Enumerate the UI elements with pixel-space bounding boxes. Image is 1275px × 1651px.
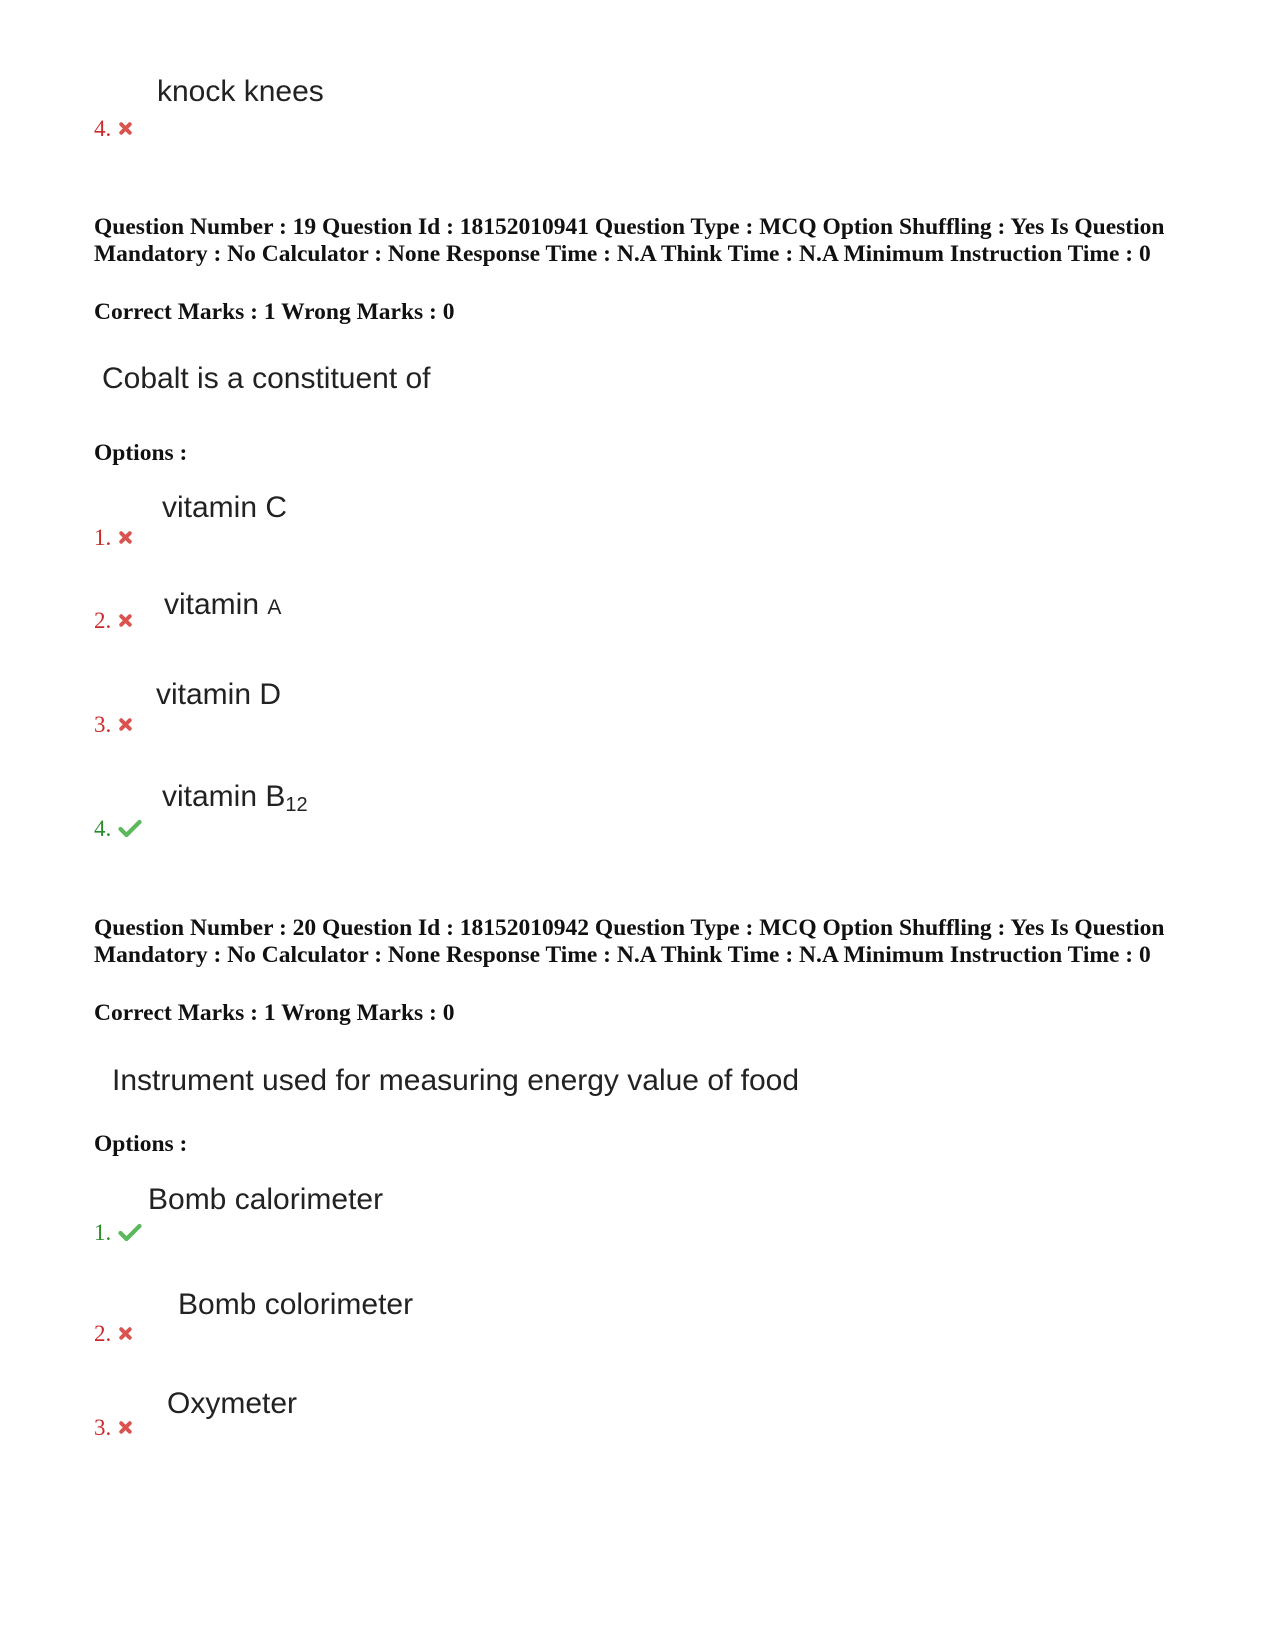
question-marks: Correct Marks : 1 Wrong Marks : 0 — [94, 299, 455, 325]
option-text: Oxymeter — [167, 1387, 298, 1420]
option-text-main: vitamin — [164, 588, 260, 621]
check-icon — [118, 819, 142, 838]
option-number — [94, 713, 133, 736]
option-number — [94, 817, 142, 840]
cross-icon — [118, 530, 133, 545]
option-number-label: 4. — [94, 116, 112, 141]
option-text — [162, 780, 308, 816]
option-number — [94, 117, 133, 140]
option-text — [164, 590, 281, 620]
option-number — [94, 1221, 142, 1244]
question-stem: Instrument used for measuring energy value of food — [112, 1064, 800, 1097]
cross-icon — [118, 121, 133, 136]
options-label: Options : — [94, 440, 188, 466]
cross-icon — [118, 613, 133, 628]
option-text: Bomb calorimeter — [148, 1183, 384, 1216]
option-text: Bomb colorimeter — [178, 1288, 414, 1321]
option-text-suffix: A — [267, 596, 282, 619]
question-meta: Question Number : 19 Question Id : 18152010941 Question Type : MCQ Option Shuffling : Yes Is Question Mandatory : No Calculator : None Response Time : N.A Think Time : N.A Minimum Instruction Time : 0 — [94, 214, 1165, 267]
option-text: knock knees — [157, 75, 324, 108]
option-number — [94, 609, 133, 632]
option-number-label: 3. — [94, 712, 112, 737]
check-icon — [118, 1223, 142, 1242]
cross-icon — [118, 1420, 133, 1435]
option-number-label: 1. — [94, 1220, 112, 1245]
option-number-label: 4. — [94, 816, 112, 841]
option-text-subscript: 12 — [285, 794, 308, 816]
cross-icon — [118, 717, 133, 732]
option-number — [94, 1322, 133, 1345]
option-text: vitamin D — [156, 678, 282, 711]
option-number-label: 2. — [94, 1321, 112, 1346]
option-number-label: 2. — [94, 608, 112, 633]
option-number-label: 1. — [94, 525, 112, 550]
question-marks: Correct Marks : 1 Wrong Marks : 0 — [94, 1000, 455, 1026]
cross-icon — [118, 1326, 133, 1341]
option-text: vitamin C — [162, 491, 288, 524]
option-number-label: 3. — [94, 1415, 112, 1440]
question-meta: Question Number : 20 Question Id : 18152010942 Question Type : MCQ Option Shuffling : Yes Is Question Mandatory : No Calculator : None Response Time : N.A Think Time : N.A Minimum Instruction Time : 0 — [94, 915, 1165, 968]
question-stem: Cobalt is a constituent of — [102, 362, 431, 395]
option-number — [94, 526, 133, 549]
option-number — [94, 1416, 133, 1439]
option-text-main: vitamin B — [162, 780, 286, 813]
options-label: Options : — [94, 1131, 188, 1157]
